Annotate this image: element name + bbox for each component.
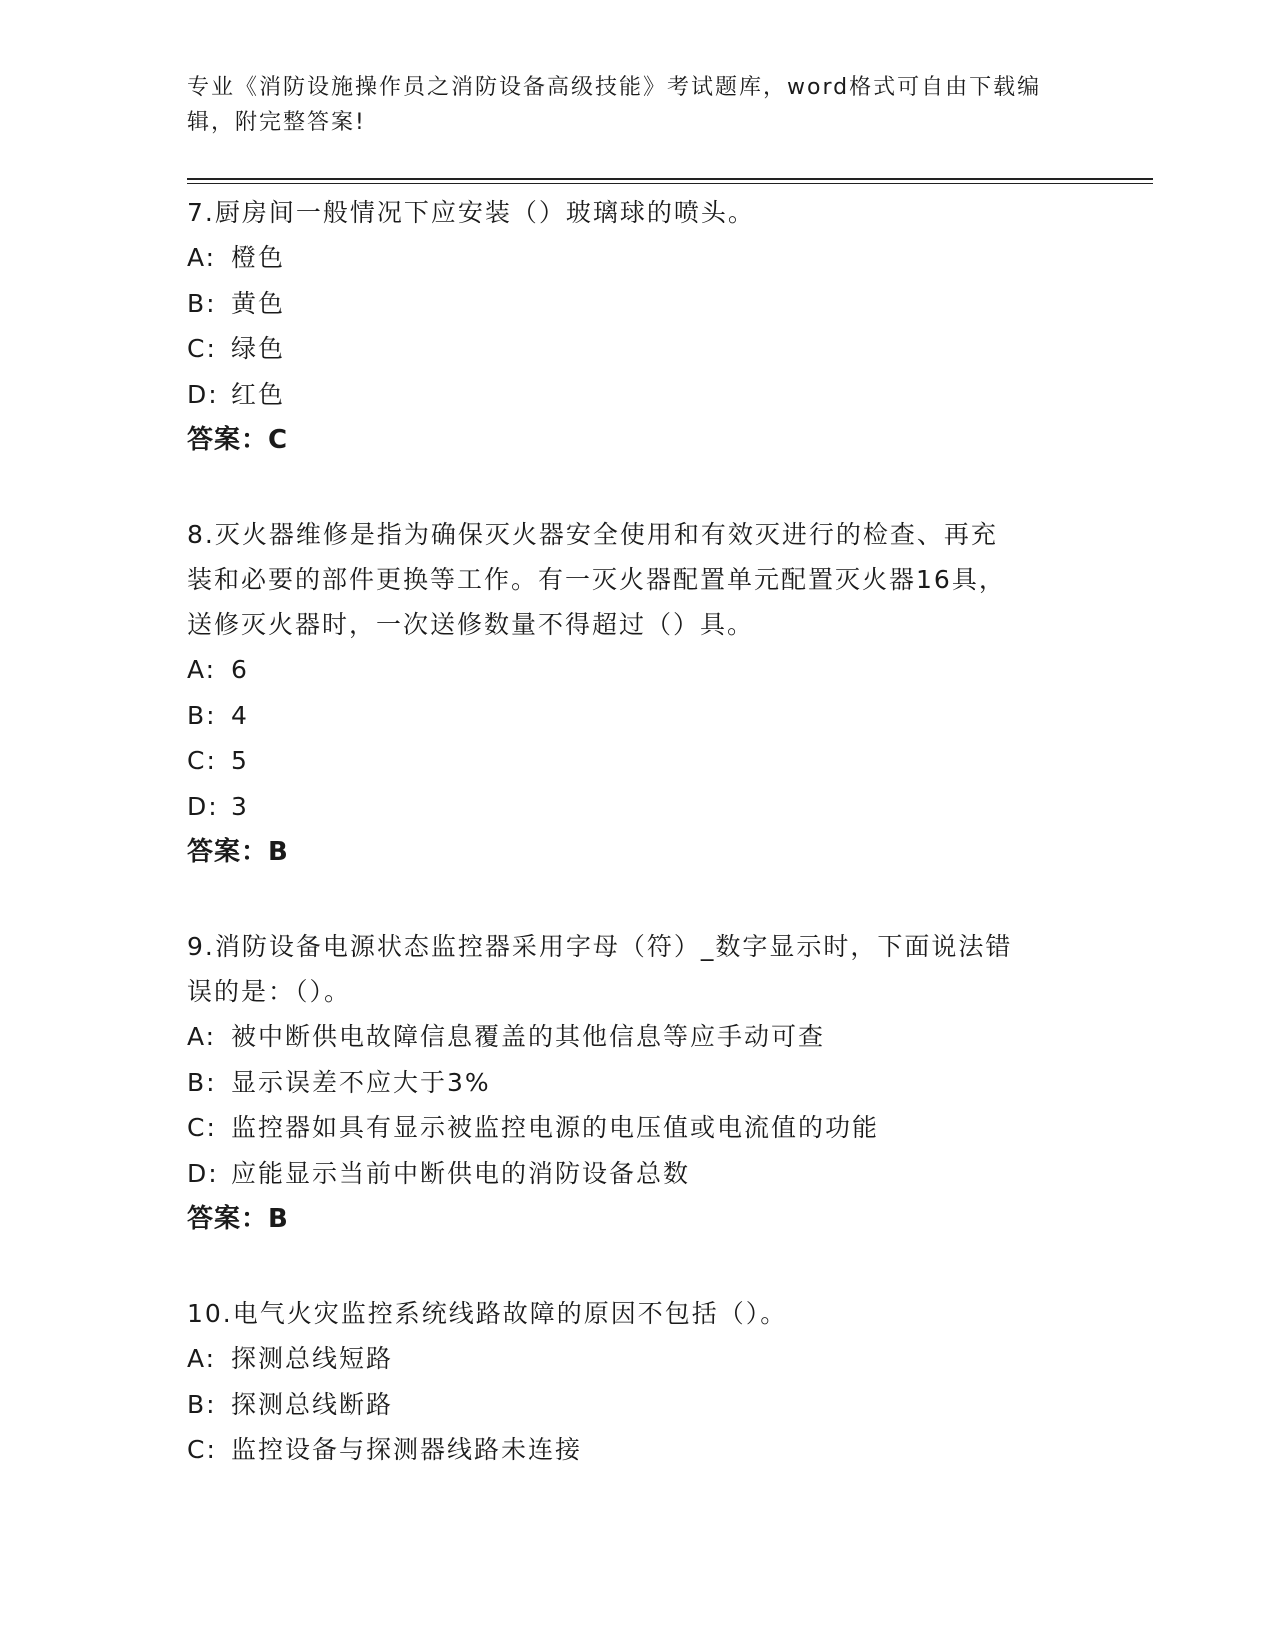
- answer: 答案：C: [187, 425, 289, 455]
- header-divider-thin: [187, 183, 1153, 184]
- question-stem-line-2: 装和必要的部件更换等工作。有一灭火器配置单元配置灭火器16具，: [187, 565, 1006, 594]
- option-c: C: 5: [187, 746, 249, 775]
- question-10: [187, 1291, 1087, 1473]
- option-a: A: 探测总线短路: [187, 1344, 394, 1373]
- option-b: B: 黄色: [187, 288, 286, 318]
- question-8: [187, 512, 1087, 875]
- option-a: A: 6: [187, 655, 249, 684]
- option-d: D: 应能显示当前中断供电的消防设备总数: [187, 1158, 691, 1188]
- header-line-1: 专业《消防设施操作员之消防设备高级技能》考试题库，word格式可自由下载编: [187, 75, 1042, 100]
- question-stem: 10.电气火灾监控系统线路故障的原因不包括（）。: [187, 1299, 788, 1328]
- option-a: A: 被中断供电故障信息覆盖的其他信息等应手动可查: [187, 1022, 826, 1051]
- option-b: B: 显示误差不应大于3%: [187, 1067, 491, 1097]
- question-stem-line-1: 9.消防设备电源状态监控器采用字母（符）_数字显示时，下面说法错: [187, 932, 1013, 961]
- option-b: B: 探测总线断路: [187, 1389, 394, 1419]
- question-stem-line-3: 送修灭火器时，一次送修数量不得超过（）具。: [187, 610, 755, 639]
- option-d: D: 3: [187, 791, 249, 821]
- option-c: C: 监控设备与探测器线路未连接: [187, 1435, 583, 1464]
- question-7: [187, 190, 1087, 463]
- question-stem: 7.厨房间一般情况下应安装（）玻璃球的喷头。: [187, 198, 755, 227]
- option-a: A: 橙色: [187, 243, 286, 272]
- answer: 答案：B: [187, 837, 289, 867]
- answer: 答案：B: [187, 1204, 289, 1234]
- question-stem-line-2: 误的是：（）。: [187, 977, 352, 1006]
- header-divider-thick: [187, 178, 1153, 180]
- question-stem-line-1: 8.灭火器维修是指为确保灭火器安全使用和有效灭进行的检查、再充: [187, 520, 998, 549]
- header-line-2: 辑，附完整答案!: [187, 110, 366, 135]
- option-c: C: 监控器如具有显示被监控电源的电压值或电流值的功能: [187, 1113, 880, 1142]
- question-list: [187, 190, 1087, 1473]
- document-header: [187, 70, 1067, 140]
- option-c: C: 绿色: [187, 334, 286, 363]
- question-9: [187, 924, 1087, 1242]
- option-d: D: 红色: [187, 379, 286, 409]
- option-b: B: 4: [187, 700, 249, 730]
